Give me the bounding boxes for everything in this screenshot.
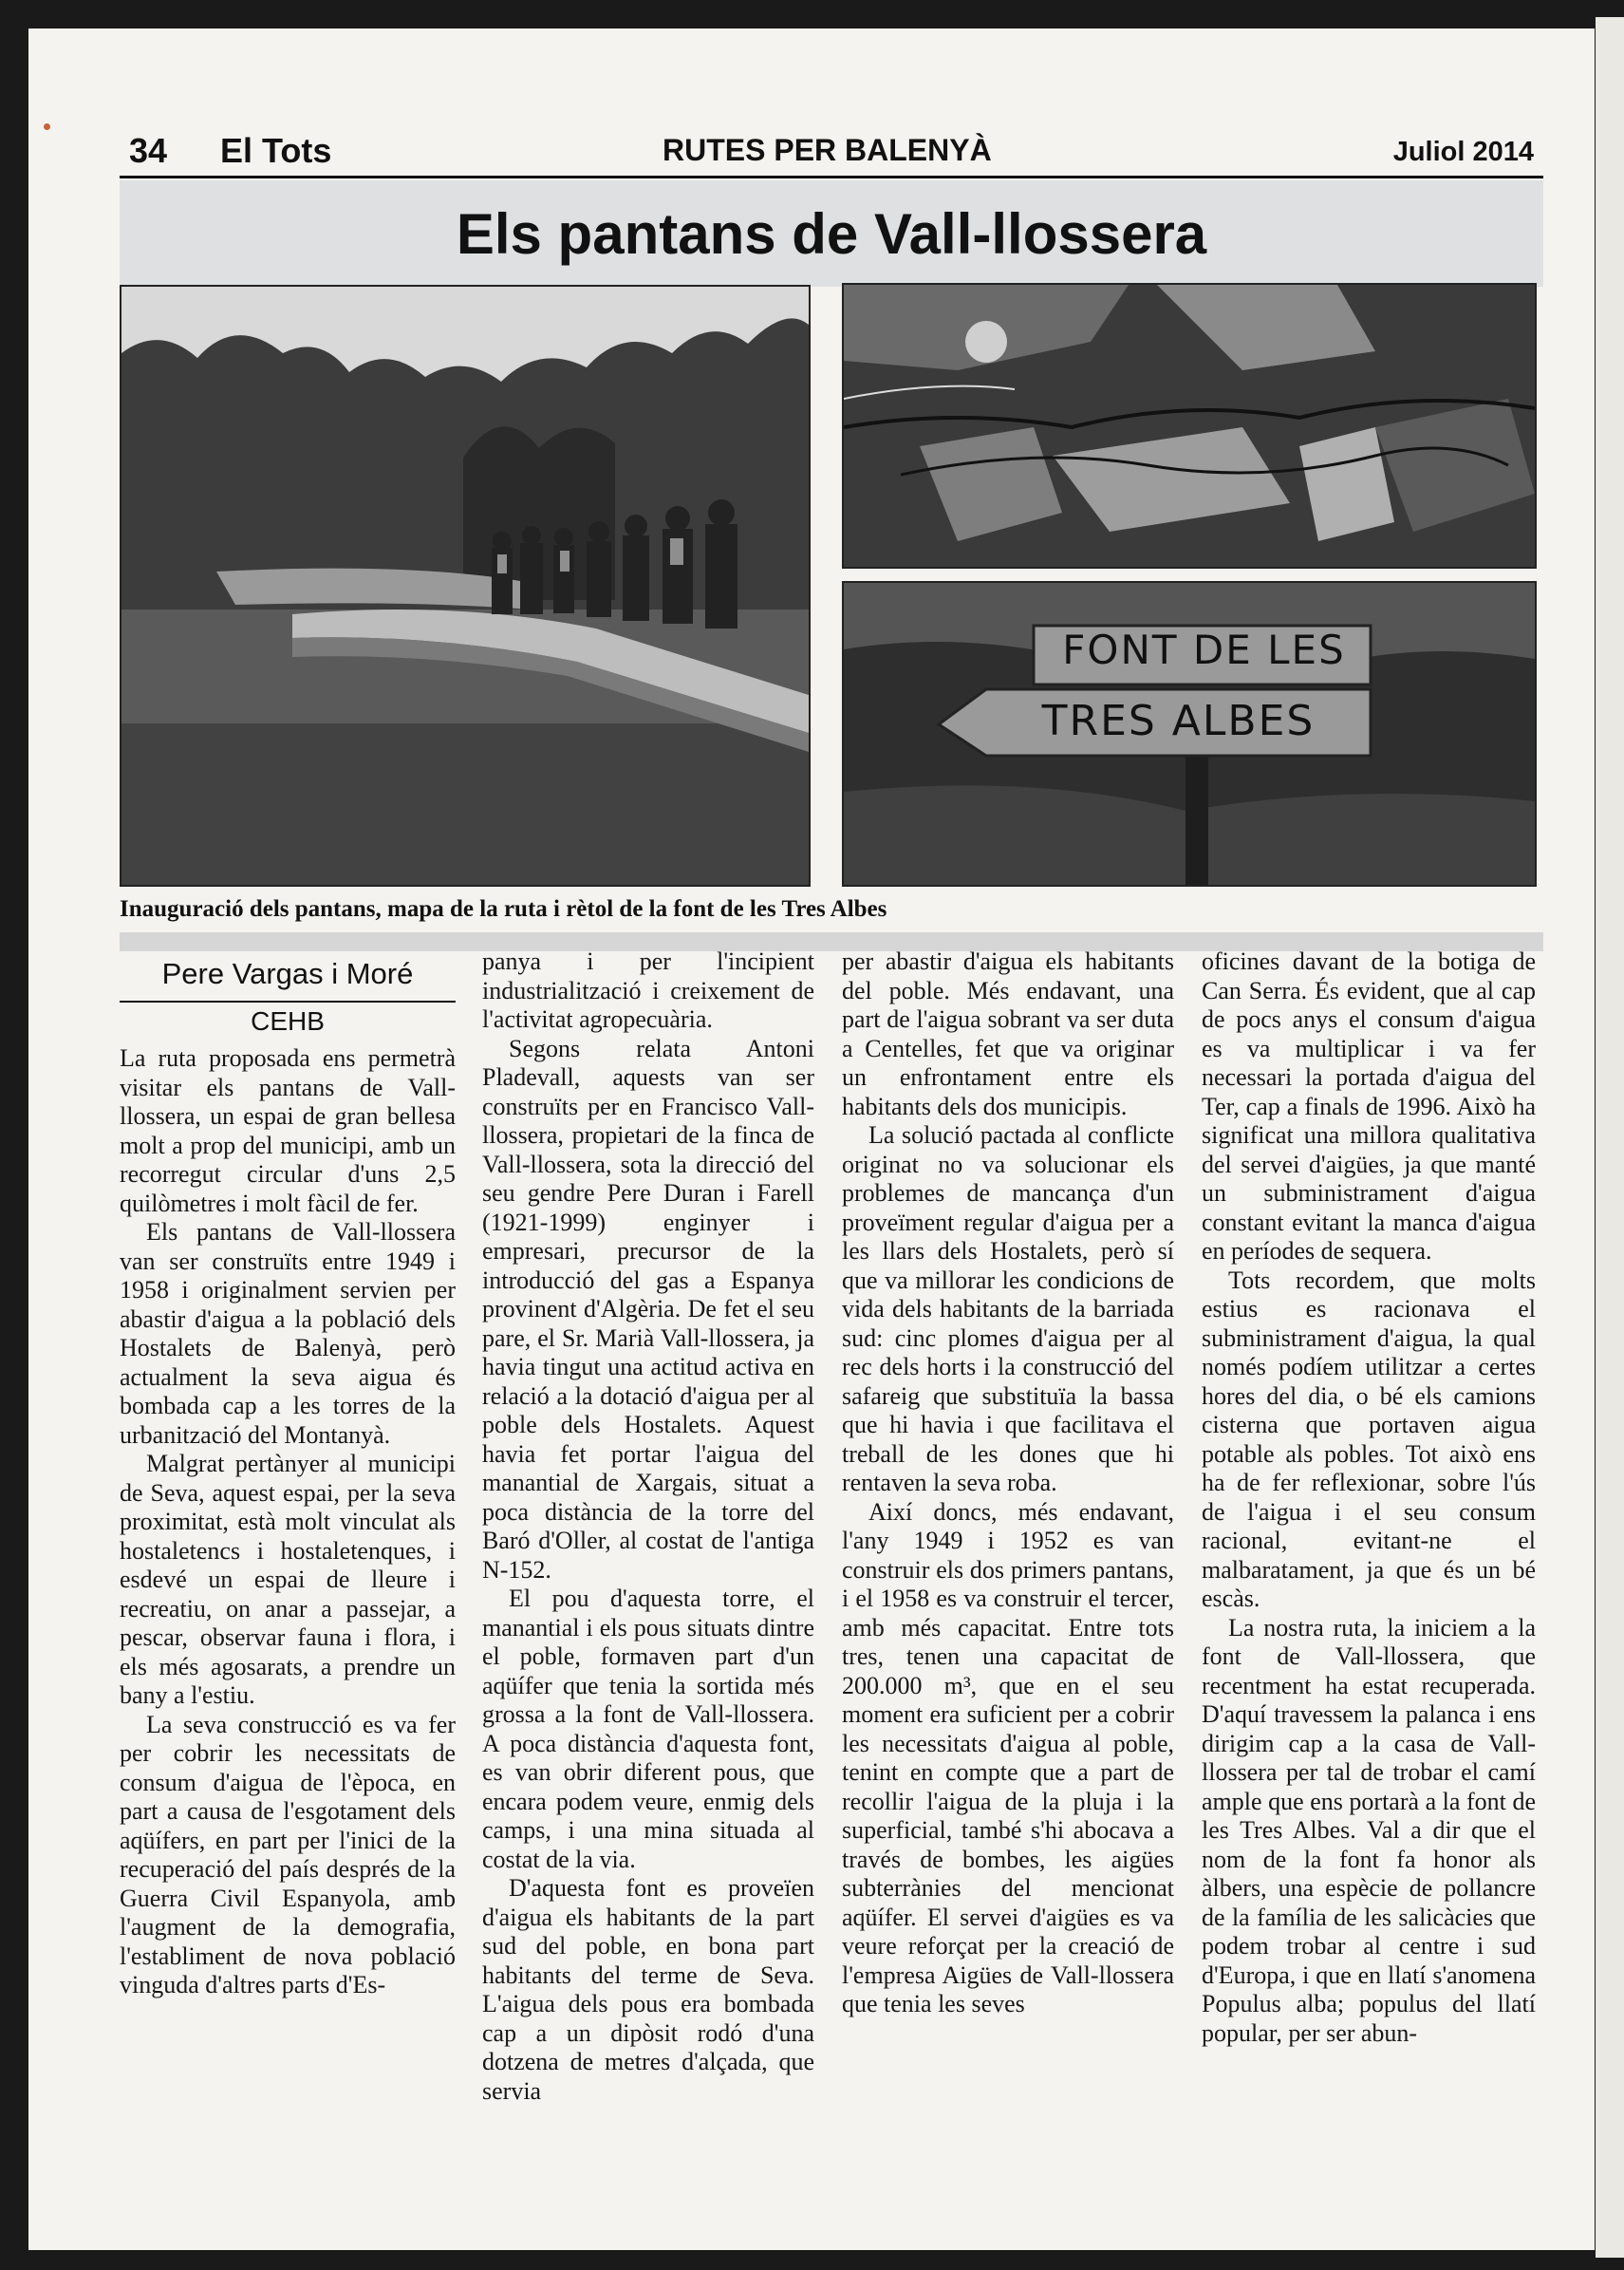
article-title: Els pantans de Vall-llossera [456, 202, 1207, 266]
paragraph: D'aquesta font es proveïen d'aigua els habitants de la part sud del poble, en bona part habitants del terme de Seva. L'aigua dels pous era bombada cap a un dipòsit rodó d'una dotzena de metres d'alçada, que servia [482, 1874, 814, 2105]
paragraph: Tots recordem, que molts estius es racionava el subministrament d'aigua, la qual només podíem utilitzar a certes hores del dia, o bé els camions cisterna que portaven aigua potable als pobles. Tot això ens ha de fer reflexionar, sobre l'ús de l'aigua i el seu consum racional, evitant-ne el malbaratament, ja que és un bé escàs. [1202, 1266, 1536, 1612]
author-name: Pere Vargas i Moré [161, 957, 414, 990]
fountain-sign-photo [842, 581, 1537, 887]
paragraph: oficines davant de la botiga de Can Serra. És evident, que al cap de pocs anys el consum d'aigua es va multiplicar i va fer necessari la portada d'aigua del Ter, cap a finals de 1996. Això ha significat una millora qualitativa del servei d'aigües, ja que manté un subministrament d'aigua constant evitant la manca d'aigua en períodes de sequera. [1202, 947, 1536, 1265]
paragraph: El pou d'aquesta torre, el manantial i els pous situats dintre el poble, formaven part d'un aqüífer que tenia la sortida més grossa a la font de Vall-llossera. A poca distància d'aquesta font, es van obrir diferent pous, que encara podem veure, enmig dels camps, i una mina situada al costat de la via. [482, 1585, 814, 1873]
margin-mark [44, 123, 50, 130]
header-rule [120, 176, 1543, 178]
paragraph: La seva construcció es va fer per cobrir les necessitats de consum d'aigua de l'època, en part a causa de l'esgotament dels aqüífers, en part per l'inici de la recuperació del país després de la Guerra Civil Espanyola, amb l'augment de la demografia, l'establiment de nova població vinguda d'altres parts d'Es- [120, 1710, 456, 1998]
author-organization: CEHB [251, 1006, 325, 1036]
text-column-2 [482, 947, 814, 2106]
paragraph: La ruta proposada ens permetrà visitar els pantans de Vall-llossera, un espai de gran bellesa molt a prop del municipi, amb un recorregut circular d'uns 2,5 quilòmetres i molt fàcil de fer. [120, 1044, 456, 1217]
route-map-photo [842, 283, 1537, 569]
sign-text-bottom: TRES ALBES [1041, 697, 1316, 745]
publication-name: El Tots [220, 131, 332, 170]
paragraph: Els pantans de Vall-llossera van ser construïts entre 1949 i 1958 i originalment servien per abastir d'aigua a la població dels Hostalets de Balenyà, però actualment la seva aigua és bombada cap a les torres de la urbanització del Montanyà. [120, 1218, 456, 1449]
paragraph: La nostra ruta, la iniciem a la font de Vall-llossera, que recentment ha estat recuperada. D'aquí travessem la palanca i ens dirigim cap a la casa de Vall-llossera per tal de trobar el camí ample que ens portarà a la font de les Tres Albes. Val a dir que el nom de la font fa honor als àlbers, una espècie de pollancre de la família de les salicàcies que podem trobar al centre i sud d'Europa, i que en llatí s'anomena Populus alba; populus del llatí popular, per ser abun- [1202, 1613, 1536, 2047]
text-column-3 [842, 947, 1174, 2019]
inauguration-photo [120, 285, 811, 887]
paragraph: panya i per l'incipient industrialització i creixement de l'activitat agropecuària. [482, 947, 814, 1033]
sign-text-top: FONT DE LES [1062, 627, 1346, 673]
adjacent-page-edge [1596, 17, 1624, 2258]
paragraph: Així doncs, més endavant, l'any 1949 i 1952 es van construir els dos primers pantans, i el 1958 es va construir el tercer, amb més capacitat. Entre tots tres, tenen una capacitat de 200.000 m³, que en el seu moment era suficient per a cobrir les necessitats d'aigua al poble, tenint en compte que a part de recollir l'aigua de la pluja i la superficial, també s'hi abocava a través de bombes, les aigües subterrànies del mencionat aqüífer. El servei d'aigües es va veure reforçat per la creació de l'empresa Aigües de Vall-llossera que tenia les seves [842, 1497, 1174, 2017]
photo-caption: Inauguració dels pantans, mapa de la ruta i rètol de la font de les Tres Albes [120, 896, 887, 922]
newspaper-page [28, 28, 1595, 2250]
author-rule [120, 1001, 456, 1003]
text-column-4 [1202, 947, 1536, 2048]
paragraph: Malgrat pertànyer al municipi de Seva, aquest espai, per la seva proximitat, està molt vinculat als hostaletencs i hostaletenques, i esdevé un espai de lleure i recreatiu, on anar a passejar, a pescar, observar fauna i flora, i els més agosarats, a prendre un bany a l'estiu. [120, 1450, 456, 1709]
paragraph: per abastir d'aigua els habitants del poble. Més endavant, una part de l'aigua sobrant va ser duta a Centelles, fet que va originar un enfrontament entre els habitants dels dos municipis. [842, 947, 1174, 1120]
issue-date: Juliol 2014 [1392, 137, 1534, 167]
text-column-1 [120, 1044, 456, 2000]
paragraph: La solució pactada al conflicte originat no va solucionar els problemes de mancança d'un proveïment regular d'aigua per a les llars dels Hostalets, però sí que va millorar les condicions de vida dels habitants de la barriada sud: cinc plomes d'aigua per al rec dels horts i la construcció del safareig que substituïa la bassa que hi havia i que facilitava el treball de les dones que hi rentaven la seva roba. [842, 1121, 1174, 1496]
paragraph: Segons relata Antoni Pladevall, aquests van ser construïts per en Francisco Vall-llossera, propietari de la finca de Vall-llossera, sota la direcció del seu gendre Pere Duran i Farell (1921-1999) enginyer i empresari, precursor de la introducció del gas a Espanya provinent d'Algèria. De fet el seu pare, el Sr. Marià Vall-llossera, ja havia tingut una actitud activa en relació a la dotació d'aigua per al poble dels Hostalets. Aquest havia fet portar l'aigua del manantial de Xargais, situat a poca distància de la torre del Baró d'Oller, al costat de l'antiga N-152. [482, 1034, 814, 1584]
section-name: RUTES PER BALENYÀ [663, 133, 992, 167]
page-number: 34 [129, 131, 168, 170]
